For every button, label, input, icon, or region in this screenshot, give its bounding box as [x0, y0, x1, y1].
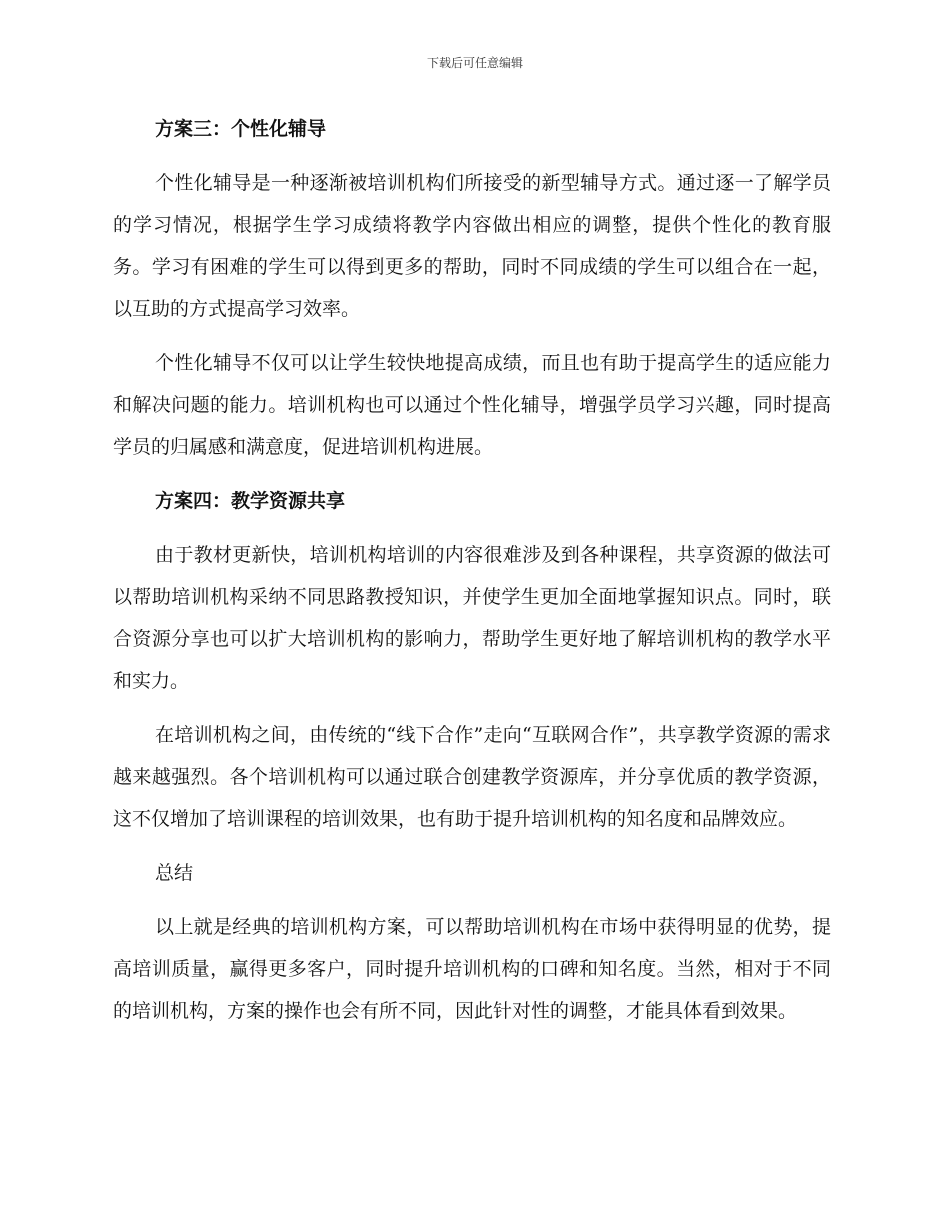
paragraph: 由于教材更新快，培训机构培训的内容很难涉及到各种课程，共享资源的做法可以帮助培训机构采纳不同思路教授知识，并使学生更加全面地掌握知识点。同时，联合资源分享也可以扩大培训机构的影响力，帮助学生更好地了解培训机构的教学水平和实力。 [113, 544, 831, 692]
paragraph: 个性化辅导不仅可以让学生较快地提高成绩，而且也有助于提高学生的适应能力和解决问题的能力。培训机构也可以通过个性化辅导，增强学员学习兴趣，同时提高学员的归属感和满意度，促进培训机构进展。 [113, 352, 831, 458]
paragraph: 以上就是经典的培训机构方案，可以帮助培训机构在市场中获得明显的优势，提高培训质量，赢得更多客户，同时提升培训机构的口碑和知名度。当然，相对于不同的培训机构，方案的操作也会有所不同，因此针对性的调整，才能具体看到效果。 [113, 916, 831, 1022]
paragraph: 在培训机构之间，由传统的“线下合作”走向“互联网合作”，共享教学资源的需求越来越强烈。各个培训机构可以通过联合创建教学资源库，并分享优质的教学资源，这不仅增加了培训课程的培训效果，也有助于提升培训机构的知名度和品牌效应。 [113, 724, 831, 830]
paragraph: 个性化辅导是一种逐渐被培训机构们所接受的新型辅导方式。通过逐一了解学员的学习情况，根据学生学习成绩将教学内容做出相应的调整，提供个性化的教育服务。学习有困难的学生可以得到更多的帮助，同时不同成绩的学生可以组合在一起，以互助的方式提高学习效率。 [113, 172, 831, 320]
section-heading-plan-4: 方案四：教学资源共享 [155, 490, 346, 512]
section-heading-summary: 总结 [155, 862, 194, 884]
document-body [113, 108, 831, 1032]
page-header: 下载后可任意编辑 [426, 56, 523, 70]
section-heading-plan-3: 方案三：个性化辅导 [155, 118, 327, 140]
